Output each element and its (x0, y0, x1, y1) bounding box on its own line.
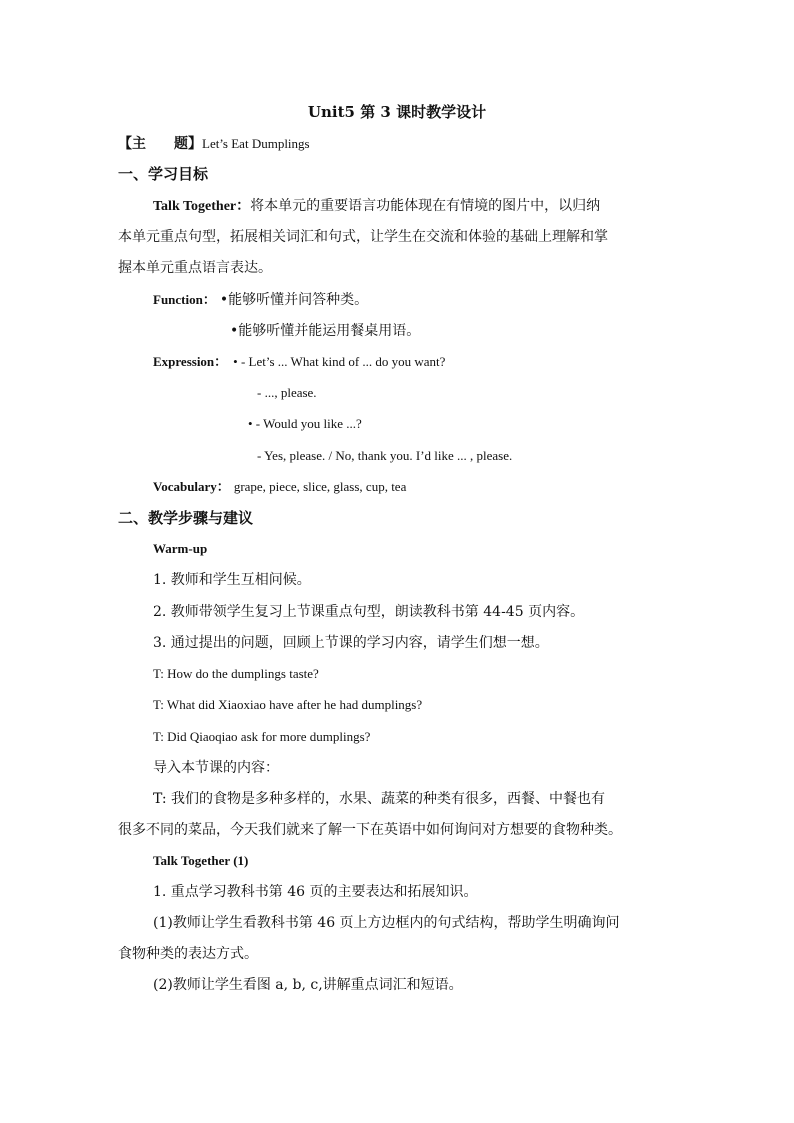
warmup-label: Warm-up (153, 541, 208, 556)
section2-heading: 二、教学步骤与建议 (118, 509, 254, 527)
tt-sub1-line2: 食物种类的表达方式。 (118, 946, 258, 962)
topic-label: 【主 题】 (118, 136, 202, 152)
function-item: •能够听懂并能运用餐桌用语。 (230, 323, 421, 339)
expression-label: Expression： (153, 354, 228, 369)
teacher-line1: T: 我们的食物是多种多样的，水果、蔬菜的种类有很多，西餐、中餐也有 (153, 791, 606, 807)
expression-item: • - Let’s ... What kind of ... do you want? (233, 354, 446, 369)
question-line: T: How do the dumplings taste? (153, 666, 319, 681)
teacher-line2: 很多不同的菜品，今天我们就来了解一下在英语中如何询问对方想要的食物种类。 (118, 822, 622, 838)
warmup-step: 2. 教师带领学生复习上节课重点句型，朗读教科书第 44-45 页内容。 (153, 604, 585, 620)
tt-sub1-line1: (1)教师让学生看教科书第 46 页上方边框内的句式结构，帮助学生明确询问 (153, 915, 620, 931)
talk-together-label: Talk Together： (153, 199, 251, 214)
vocabulary-value: grape, piece, slice, glass, cup, tea (233, 479, 407, 494)
talk-together-text1: 将本单元的重要语言功能体现在有情境的图片中，以归纳 (250, 198, 601, 214)
vocabulary-line (153, 477, 406, 497)
expression-item: • - Would you like ...? (248, 416, 362, 431)
warmup-step: 1. 教师和学生互相问候。 (153, 572, 311, 588)
warmup-step: 3. 通过提出的问题，回顾上节课的学习内容，请学生们想一想。 (153, 635, 549, 651)
expression-item: - ..., please. (257, 385, 317, 400)
page-title: Unit5 第 3 课时教学设计 (307, 103, 487, 121)
section1-heading: 一、学习目标 (118, 165, 209, 183)
tt-step1: 1. 重点学习教科书第 46 页的主要表达和拓展知识。 (153, 884, 478, 900)
intro-line: 导入本节课的内容： (153, 760, 279, 776)
question-line: T: What did Xiaoxiao have after he had dumplings? (153, 697, 423, 712)
talk-together-line2: 本单元重点句型，拓展相关词汇和句式，让学生在交流和体验的基础上理解和掌 (118, 229, 608, 245)
talk-together1-label: Talk Together (1) (153, 853, 249, 868)
function-label: Function： (153, 292, 216, 307)
question-line: T: Did Qiaoqiao ask for more dumplings? (153, 729, 371, 744)
talk-together-line3: 握本单元重点语言表达。 (118, 260, 272, 276)
tt-sub2: (2)教师让学生看图 a, b, c,讲解重点词汇和短语。 (153, 977, 463, 993)
expression-line1 (153, 352, 445, 372)
function-item: •能够听懂并问答种类。 (219, 292, 369, 308)
function-line1 (153, 290, 368, 310)
talk-together-line1 (153, 196, 600, 217)
topic-value: Let’s Eat Dumplings (202, 136, 310, 151)
vocabulary-label: Vocabulary： (153, 479, 230, 494)
expression-item: - Yes, please. / No, thank you. I’d like ... , please. (257, 448, 513, 463)
topic-line (118, 134, 310, 154)
